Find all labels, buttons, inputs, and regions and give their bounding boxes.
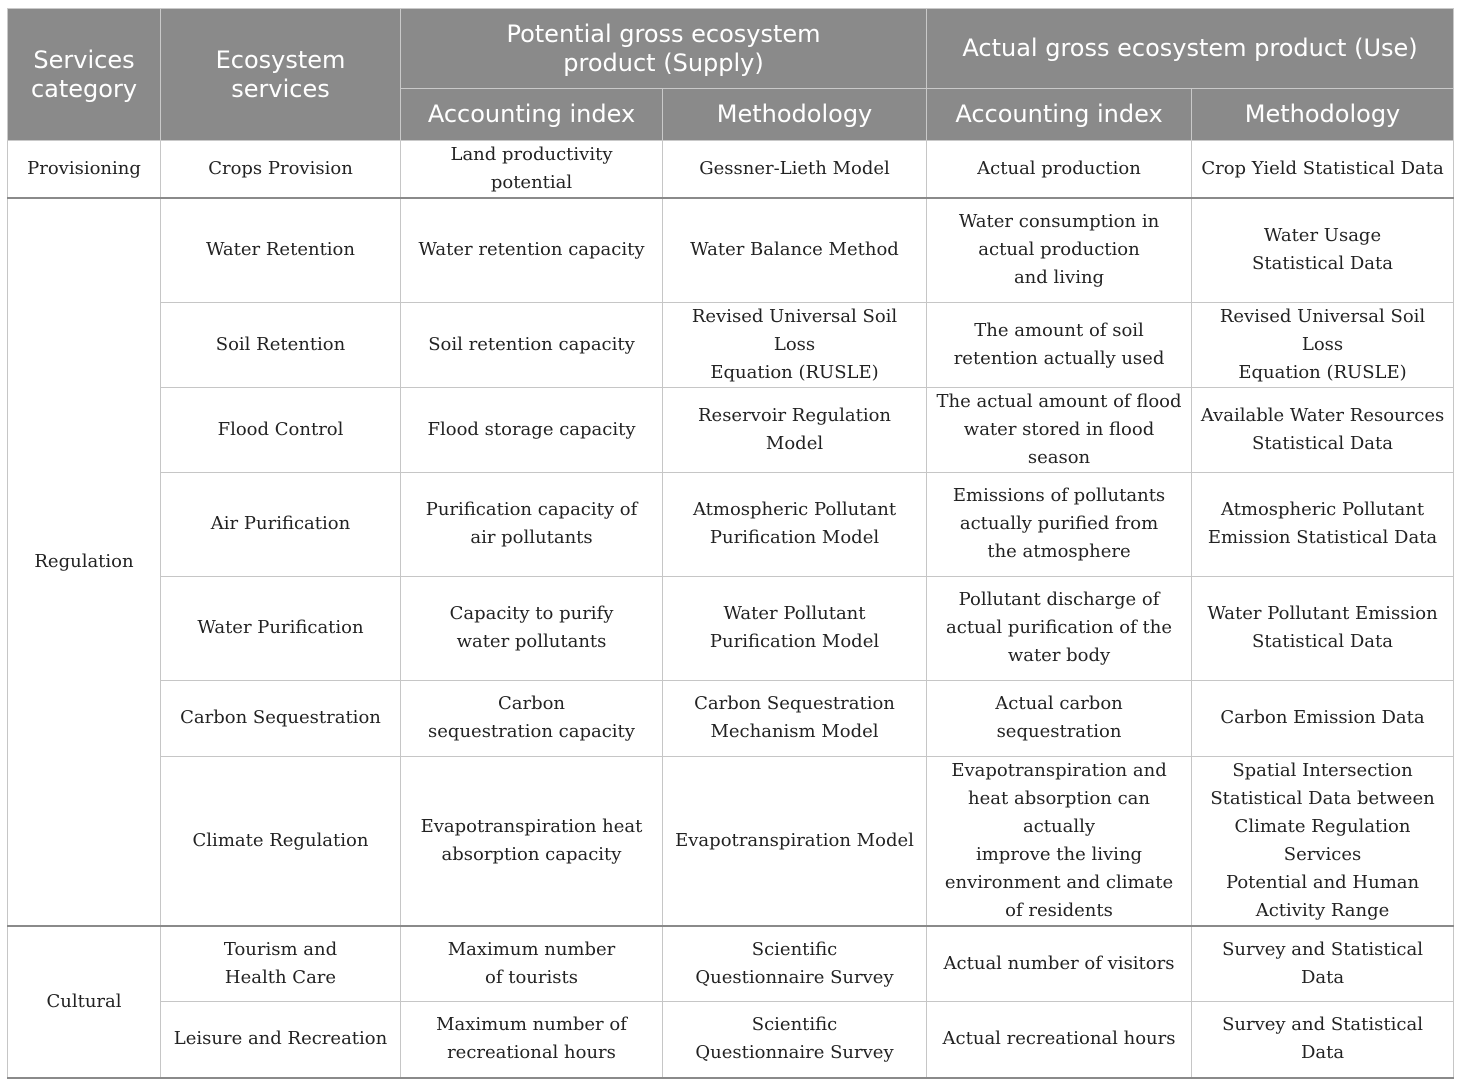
actual-index-cell: The actual amount of flood water stored in flood season xyxy=(927,387,1192,472)
table-row xyxy=(8,302,1454,387)
actual-method-cell: Revised Universal Soil Loss Equation (RUSLE) xyxy=(1192,302,1454,387)
service-cell: Air Purification xyxy=(161,472,401,576)
actual-method-cell: Survey and Statistical Data xyxy=(1192,926,1454,1002)
header-actual-group: Actual gross ecosystem product (Use) xyxy=(927,9,1454,89)
potential-index-cell: Water retention capacity xyxy=(401,198,663,302)
table-row xyxy=(8,198,1454,302)
service-cell: Leisure and Recreation xyxy=(161,1002,401,1078)
table-row xyxy=(8,472,1454,576)
header-methodology-actual: Methodology xyxy=(1192,89,1454,141)
ecosystem-services-table xyxy=(7,8,1454,1079)
actual-index-cell: Actual number of visitors xyxy=(927,926,1192,1002)
header-accounting-index-potential: Accounting index xyxy=(401,89,663,141)
potential-index-cell: Flood storage capacity xyxy=(401,387,663,472)
header-ecosystem-services: Ecosystem services xyxy=(161,9,401,141)
service-cell: Soil Retention xyxy=(161,302,401,387)
actual-method-cell: Water Pollutant Emission Statistical Data xyxy=(1192,576,1454,680)
potential-index-cell: Purification capacity of air pollutants xyxy=(401,472,663,576)
table-row xyxy=(8,680,1454,756)
actual-method-cell: Atmospheric Pollutant Emission Statistical Data xyxy=(1192,472,1454,576)
table-row xyxy=(8,756,1454,926)
actual-index-cell: Actual recreational hours xyxy=(927,1002,1192,1078)
potential-method-cell: Reservoir Regulation Model xyxy=(663,387,927,472)
potential-index-cell: Land productivity potential xyxy=(401,141,663,199)
category-cell-provisioning: Provisioning xyxy=(8,141,161,199)
actual-method-cell: Survey and Statistical Data xyxy=(1192,1002,1454,1078)
potential-index-cell: Maximum number of tourists xyxy=(401,926,663,1002)
service-cell: Crops Provision xyxy=(161,141,401,199)
service-cell: Climate Regulation xyxy=(161,756,401,926)
actual-method-cell: Carbon Emission Data xyxy=(1192,680,1454,756)
table-row xyxy=(8,1002,1454,1078)
table-row xyxy=(8,576,1454,680)
actual-index-cell: Pollutant discharge of actual purification of the water body xyxy=(927,576,1192,680)
actual-index-cell: Emissions of pollutants actually purified from the atmosphere xyxy=(927,472,1192,576)
potential-method-cell: Atmospheric Pollutant Purification Model xyxy=(663,472,927,576)
actual-method-cell: Spatial Intersection Statistical Data between Climate Regulation Services Potential and Human Activity Range xyxy=(1192,756,1454,926)
potential-index-cell: Carbon sequestration capacity xyxy=(401,680,663,756)
potential-method-cell: Evapotranspiration Model xyxy=(663,756,927,926)
header-potential-group: Potential gross ecosystem product (Supply) xyxy=(401,9,927,89)
service-cell: Water Purification xyxy=(161,576,401,680)
potential-index-cell: Soil retention capacity xyxy=(401,302,663,387)
actual-index-cell: Evapotranspiration and heat absorption can actually improve the living environment and climate of residents xyxy=(927,756,1192,926)
service-cell: Tourism and Health Care xyxy=(161,926,401,1002)
header-methodology-potential: Methodology xyxy=(663,89,927,141)
potential-method-cell: Scientific Questionnaire Survey xyxy=(663,1002,927,1078)
actual-index-cell: Water consumption in actual production and living xyxy=(927,198,1192,302)
category-cell-cultural: Cultural xyxy=(8,926,161,1078)
header-services-category: Services category xyxy=(8,9,161,141)
table-row xyxy=(8,387,1454,472)
potential-index-cell: Maximum number of recreational hours xyxy=(401,1002,663,1078)
potential-method-cell: Water Pollutant Purification Model xyxy=(663,576,927,680)
actual-method-cell: Available Water Resources Statistical Data xyxy=(1192,387,1454,472)
actual-index-cell: Actual carbon sequestration xyxy=(927,680,1192,756)
table-row xyxy=(8,141,1454,199)
potential-method-cell: Water Balance Method xyxy=(663,198,927,302)
potential-index-cell: Evapotranspiration heat absorption capacity xyxy=(401,756,663,926)
service-cell: Water Retention xyxy=(161,198,401,302)
potential-method-cell: Gessner-Lieth Model xyxy=(663,141,927,199)
actual-method-cell: Water Usage Statistical Data xyxy=(1192,198,1454,302)
service-cell: Carbon Sequestration xyxy=(161,680,401,756)
actual-index-cell: The amount of soil retention actually used xyxy=(927,302,1192,387)
potential-method-cell: Revised Universal Soil Loss Equation (RUSLE) xyxy=(663,302,927,387)
header-accounting-index-actual: Accounting index xyxy=(927,89,1192,141)
potential-method-cell: Carbon Sequestration Mechanism Model xyxy=(663,680,927,756)
actual-index-cell: Actual production xyxy=(927,141,1192,199)
potential-method-cell: Scientific Questionnaire Survey xyxy=(663,926,927,1002)
actual-method-cell: Crop Yield Statistical Data xyxy=(1192,141,1454,199)
service-cell: Flood Control xyxy=(161,387,401,472)
table-row xyxy=(8,926,1454,1002)
potential-index-cell: Capacity to purify water pollutants xyxy=(401,576,663,680)
category-cell-regulation: Regulation xyxy=(8,198,161,926)
